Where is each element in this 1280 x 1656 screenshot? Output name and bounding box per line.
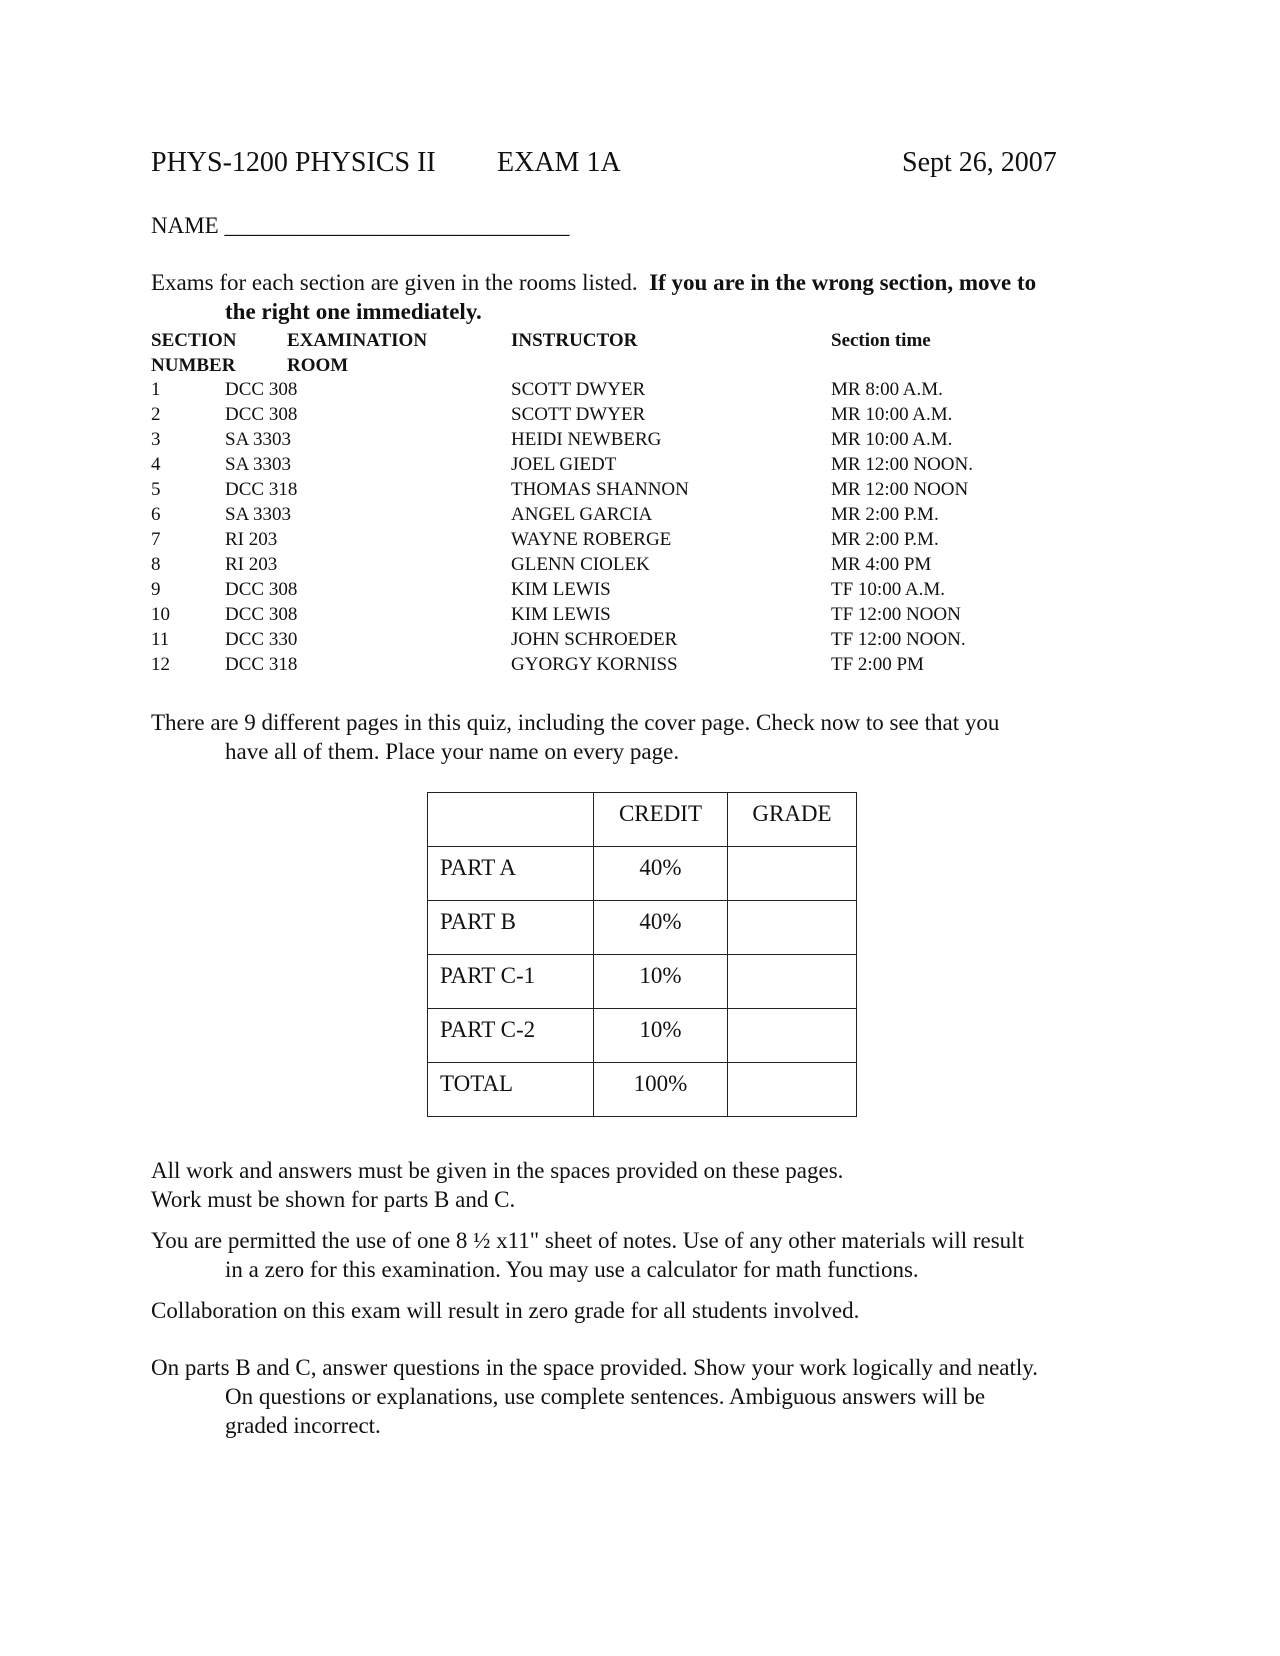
section-instructor: ANGEL GARCIA <box>511 504 653 525</box>
grade-header-grade: GRADE <box>728 793 857 847</box>
section-instructor: GLENN CIOLEK <box>511 554 650 575</box>
header-examination: EXAMINATION <box>287 330 428 351</box>
section-room: SA 3303 <box>225 504 291 525</box>
grade-score-cell[interactable] <box>728 901 857 955</box>
section-number: 6 <box>151 504 161 525</box>
section-instructor: HEIDI NEWBERG <box>511 429 662 450</box>
section-room: DCC 308 <box>225 379 298 400</box>
grade-row <box>428 1009 857 1063</box>
collaboration-warning: Collaboration on this exam will result in zero grade for all students involved. <box>151 1298 860 1323</box>
exam-title: EXAM 1A <box>497 147 621 178</box>
section-time: TF 10:00 A.M. <box>831 579 946 600</box>
notes-instruction-2: in a zero for this examination. You may use a calculator for math functions. <box>225 1257 919 1282</box>
section-room: RI 203 <box>225 529 278 550</box>
grade-score-cell[interactable] <box>728 847 857 901</box>
section-instructor: WAYNE ROBERGE <box>511 529 672 550</box>
pages-note-line-2: have all of them. Place your name on every page. <box>225 739 680 764</box>
section-room: DCC 318 <box>225 654 298 675</box>
section-room: DCC 308 <box>225 579 298 600</box>
section-number: 1 <box>151 379 161 400</box>
section-time: TF 12:00 NOON <box>831 604 961 625</box>
grade-credit-value: 40% <box>594 847 728 901</box>
exam-date: Sept 26, 2007 <box>902 147 1057 178</box>
grade-part-label: PART C-1 <box>428 955 594 1009</box>
header-number: NUMBER <box>151 355 236 376</box>
grade-credit-value: 40% <box>594 901 728 955</box>
grade-credit-value: 10% <box>594 955 728 1009</box>
section-number: 9 <box>151 579 161 600</box>
section-time: TF 2:00 PM <box>831 654 924 675</box>
section-number: 12 <box>151 654 170 675</box>
section-time: MR 10:00 A.M. <box>831 404 953 425</box>
header-instructor: INSTRUCTOR <box>511 330 638 351</box>
section-room: SA 3303 <box>225 454 291 475</box>
section-instructor: GYORGY KORNISS <box>511 654 678 675</box>
grade-header-part <box>428 793 594 847</box>
section-time: MR 10:00 A.M. <box>831 429 953 450</box>
section-instructor: KIM LEWIS <box>511 604 611 625</box>
section-instructor: KIM LEWIS <box>511 579 611 600</box>
work-instruction-1: All work and answers must be given in the spaces provided on these pages. <box>151 1158 844 1183</box>
notes-instruction-1: You are permitted the use of one 8 ½ x11" sheet of notes. Use of any other materials will result <box>151 1228 1024 1253</box>
section-time: MR 8:00 A.M. <box>831 379 943 400</box>
name-label: NAME <box>151 213 219 238</box>
grade-row <box>428 955 857 1009</box>
grade-row <box>428 901 857 955</box>
intro-text: Exams for each section are given in the rooms listed. <box>151 270 638 295</box>
intro-line-1 <box>151 270 1036 296</box>
grade-part-label: TOTAL <box>428 1063 594 1117</box>
section-time: MR 4:00 PM <box>831 554 932 575</box>
grade-part-label: PART B <box>428 901 594 955</box>
parts-instruction-2: On questions or explanations, use complete sentences. Ambiguous answers will be <box>225 1384 986 1409</box>
section-number: 10 <box>151 604 170 625</box>
parts-instruction-3: graded incorrect. <box>225 1413 381 1438</box>
grade-score-cell[interactable] <box>728 1063 857 1117</box>
section-number: 5 <box>151 479 161 500</box>
work-instruction-2: Work must be shown for parts B and C. <box>151 1187 516 1212</box>
section-time: MR 2:00 P.M. <box>831 529 939 550</box>
section-room: SA 3303 <box>225 429 291 450</box>
section-time: MR 2:00 P.M. <box>831 504 939 525</box>
section-instructor: JOHN SCHROEDER <box>511 629 678 650</box>
header-section-time: Section time <box>831 330 931 351</box>
section-time: MR 12:00 NOON. <box>831 454 973 475</box>
course-title: PHYS-1200 PHYSICS II <box>151 147 436 178</box>
section-time: TF 12:00 NOON. <box>831 629 966 650</box>
grade-credit-value: 10% <box>594 1009 728 1063</box>
grade-credit-value: 100% <box>594 1063 728 1117</box>
grade-score-cell[interactable] <box>728 1009 857 1063</box>
header-room: ROOM <box>287 355 349 376</box>
section-number: 4 <box>151 454 161 475</box>
name-blank[interactable]: ______________________________ <box>224 213 570 238</box>
section-number: 7 <box>151 529 161 550</box>
grade-part-label: PART C-2 <box>428 1009 594 1063</box>
section-room: DCC 308 <box>225 404 298 425</box>
grade-table-header <box>428 793 857 847</box>
section-time: MR 12:00 NOON <box>831 479 969 500</box>
section-instructor: SCOTT DWYER <box>511 404 646 425</box>
section-number: 8 <box>151 554 161 575</box>
section-number: 3 <box>151 429 161 450</box>
pages-note-line-1: There are 9 different pages in this quiz, including the cover page. Check now to see that you <box>151 710 1000 735</box>
grade-row <box>428 847 857 901</box>
section-number: 11 <box>151 629 170 650</box>
header-section: SECTION <box>151 330 237 351</box>
intro-bold-text-2: the right one immediately. <box>225 299 482 324</box>
section-number: 2 <box>151 404 161 425</box>
grade-table <box>427 792 857 1117</box>
intro-line-2 <box>225 299 482 325</box>
section-room: DCC 330 <box>225 629 298 650</box>
intro-bold-text: If you are in the wrong section, move to <box>649 270 1037 295</box>
section-instructor: SCOTT DWYER <box>511 379 646 400</box>
section-instructor: THOMAS SHANNON <box>511 479 689 500</box>
grade-part-label: PART A <box>428 847 594 901</box>
grade-score-cell[interactable] <box>728 955 857 1009</box>
section-instructor: JOEL GIEDT <box>511 454 617 475</box>
name-field[interactable] <box>151 213 569 239</box>
section-room: DCC 318 <box>225 479 298 500</box>
section-room: RI 203 <box>225 554 278 575</box>
grade-row-total <box>428 1063 857 1117</box>
grade-header-credit: CREDIT <box>594 793 728 847</box>
parts-instruction-1: On parts B and C, answer questions in the space provided. Show your work logically and neatly. <box>151 1355 1039 1380</box>
section-room: DCC 308 <box>225 604 298 625</box>
